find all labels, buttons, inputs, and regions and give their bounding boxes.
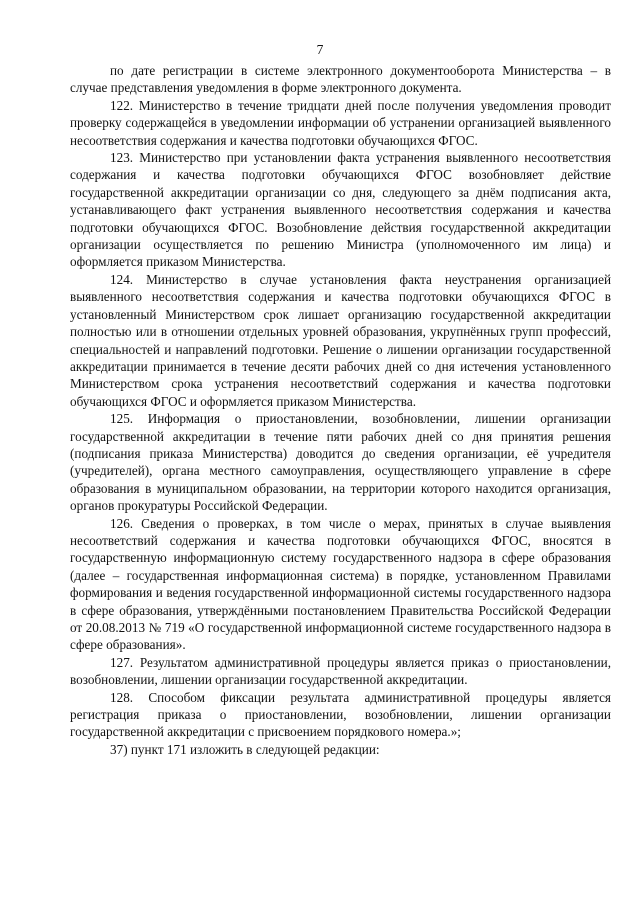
paragraph-125: 125. Информация о приостановлении, возобновлении, лишении организации государственной аккредитации в течение пяти рабочих дней со дня принятия решения (подписания приказа Министерства) доводится до сведения организации, её учредителя (учредителей), органа местного самоуправления, осуществляющего управление в сфере образования в муниципальном образовании, на территории которого находится организация, органов прокуратуры Российской Федерации.	[70, 411, 611, 514]
paragraph-123: 123. Министерство при установлении факта устранения выявленного несоответствия содержания и качества подготовки обучающихся ФГОС возобновляет действие государственной аккредитации организации со дня, следующего за днём подписания акта, устанавливающего факт устранения выявленного несоответствия содержания и качества подготовки обучающихся ФГОС. Возобновление действия государственной аккредитации организации осуществляется по решению Министра (уполномоченного им лица) и оформляется приказом Министерства.	[70, 150, 611, 270]
paragraph-item-37: 37) пункт 171 изложить в следующей редакции:	[110, 741, 380, 757]
paragraph-122: 122. Министерство в течение тридцати дней после получения уведомления проводит проверку содержащейся в уведомлении информации об устранении организацией выявленного несоответствия содержания и качества подготовки обучающихся ФГОС.	[70, 97, 611, 148]
document-body	[70, 62, 611, 758]
paragraph-continuation: по дате регистрации в системе электронного документооборота Министерства – в случае представления уведомления в форме электронного документа.	[70, 63, 611, 96]
paragraph-127: 127. Результатом административной процедуры является приказ о приостановлении, возобновлении, лишении организации государственной аккредитации.	[70, 654, 611, 688]
page-number: 7	[316, 42, 324, 57]
paragraph-126: 126. Сведения о проверках, в том числе о мерах, принятых в случае выявления несоответствий содержания и качества подготовки обучающихся ФГОС, вносятся в государственную информационную систему государственного надзора в сфере образования (далее – государственная информационная система) в порядке, установленном Правилами формирования и ведения государственной информационной системы государственного надзора в сфере образования, утверждёнными постановлением Правительства Российской Федерации от 20.08.2013 № 719 «О государственной информационной системе государственного надзора в сфере образования».	[70, 515, 611, 653]
paragraph-124: 124. Министерство в случае установления факта неустранения организацией выявленного несоответствия содержания и качества подготовки обучающихся ФГОС в установленный Министерством срок лишает организацию государственной аккредитации полностью или в отношении отдельных уровней образования, укрупнённых групп профессий, специальностей и направлений подготовки. Решение о лишении организации государственной аккредитации принимается в течение десяти рабочих дней со дня истечения установленного Министерством срока устранения несоответствий содержания и качества подготовки обучающихся ФГОС и оформляется приказом Министерства.	[70, 271, 611, 409]
paragraph-128: 128. Способом фиксации результата административной процедуры является регистрация приказа о приостановлении, возобновлении, лишении организации государственной аккредитации с присвоением порядкового номера.»;	[70, 689, 611, 740]
